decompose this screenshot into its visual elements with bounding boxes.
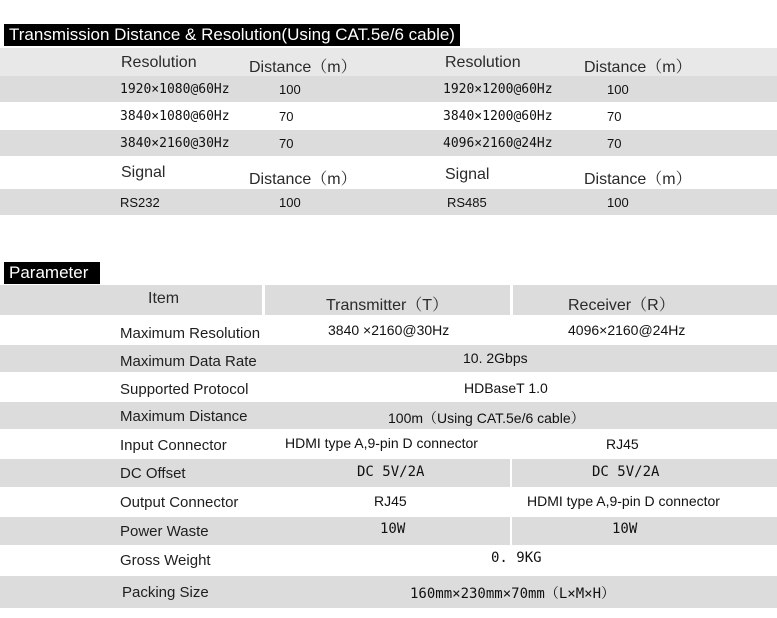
section-title-parameter: Parameter: [4, 262, 100, 284]
param-t-value: DC 5V/2A: [357, 464, 425, 480]
col-header-signal-right: Signal: [445, 166, 490, 183]
param-item-label: Gross Weight: [120, 552, 211, 569]
band-row-3: [0, 130, 777, 156]
dist-cell: 70: [279, 109, 294, 124]
param-r-value: DC 5V/2A: [592, 464, 660, 480]
param-item-label: Maximum Resolution: [120, 325, 261, 342]
param-divider: [510, 459, 512, 487]
param-band: [0, 576, 777, 608]
param-band: [0, 345, 777, 372]
section-title-transmission: Transmission Distance & Resolution(Using CAT.5e/6 cable): [4, 24, 460, 46]
param-both-value: 0. 9KG: [491, 550, 542, 566]
res-cell: 1920×1080@60Hz: [120, 82, 230, 97]
dist-cell: 100: [607, 82, 629, 97]
param-t-value: RJ45: [374, 493, 407, 509]
param-header-transmitter: Transmitter（T）: [326, 297, 449, 314]
res-cell: 4096×2160@24Hz: [443, 136, 553, 151]
res-cell: 3840×2160@30Hz: [120, 136, 230, 151]
param-t-value: 3840 ×2160@30Hz: [328, 322, 450, 338]
param-item-label: Input Connector: [120, 437, 227, 454]
param-t-value: HDMI type A,9-pin D connector: [285, 435, 478, 451]
col-header-signal-left: Signal: [121, 164, 166, 181]
param-header-item-box: [0, 285, 262, 315]
col-header-distance-left: Distance（m）: [249, 59, 357, 76]
signal-cell: RS485: [447, 195, 487, 210]
param-item-label: Packing Size: [122, 584, 209, 601]
col-header-distance-left: Distance（m）: [249, 171, 357, 188]
param-item-label: Supported Protocol: [120, 381, 249, 398]
param-r-value: 4096×2160@24Hz: [568, 322, 686, 338]
param-both-value: 100m（Using CAT.5e/6 cable）: [388, 410, 585, 426]
param-header-item: Item: [148, 290, 180, 307]
param-item-label: DC Offset: [120, 465, 186, 482]
band-row-1: [0, 76, 777, 102]
param-r-value: HDMI type A,9-pin D connector: [527, 493, 720, 509]
dist-cell: 70: [279, 136, 294, 151]
signal-cell: RS232: [120, 195, 160, 210]
col-header-resolution-left: Resolution: [121, 54, 197, 71]
col-header-resolution-right: Resolution: [445, 54, 521, 71]
param-t-value: 10W: [380, 521, 406, 537]
param-divider: [510, 517, 512, 545]
param-r-value: 10W: [612, 521, 638, 537]
res-cell: 3840×1200@60Hz: [443, 109, 553, 124]
param-item-label: Output Connector: [120, 494, 239, 511]
dist-cell: 70: [607, 136, 622, 151]
dist-cell: 100: [607, 195, 629, 210]
param-r-value: RJ45: [606, 436, 639, 452]
dist-cell: 70: [607, 109, 622, 124]
dist-cell: 100: [279, 195, 301, 210]
param-both-value: 160mm×230mm×70mm（L×M×H）: [410, 586, 616, 602]
res-cell: 3840×1080@60Hz: [120, 109, 230, 124]
col-header-distance-right: Distance（m）: [584, 59, 692, 76]
param-both-value: 10. 2Gbps: [463, 350, 528, 366]
param-both-value: HDBaseT 1.0: [464, 380, 548, 396]
param-header-receiver: Receiver（R）: [568, 297, 675, 314]
param-item-label: Maximum Data Rate: [120, 353, 257, 370]
band-signal-row: [0, 189, 777, 215]
param-item-label: Power Waste: [120, 523, 209, 540]
dist-cell: 100: [279, 82, 301, 97]
col-header-distance-right: Distance（m）: [584, 171, 692, 188]
res-cell: 1920×1200@60Hz: [443, 82, 553, 97]
param-item-label: Maximum Distance: [120, 408, 248, 425]
